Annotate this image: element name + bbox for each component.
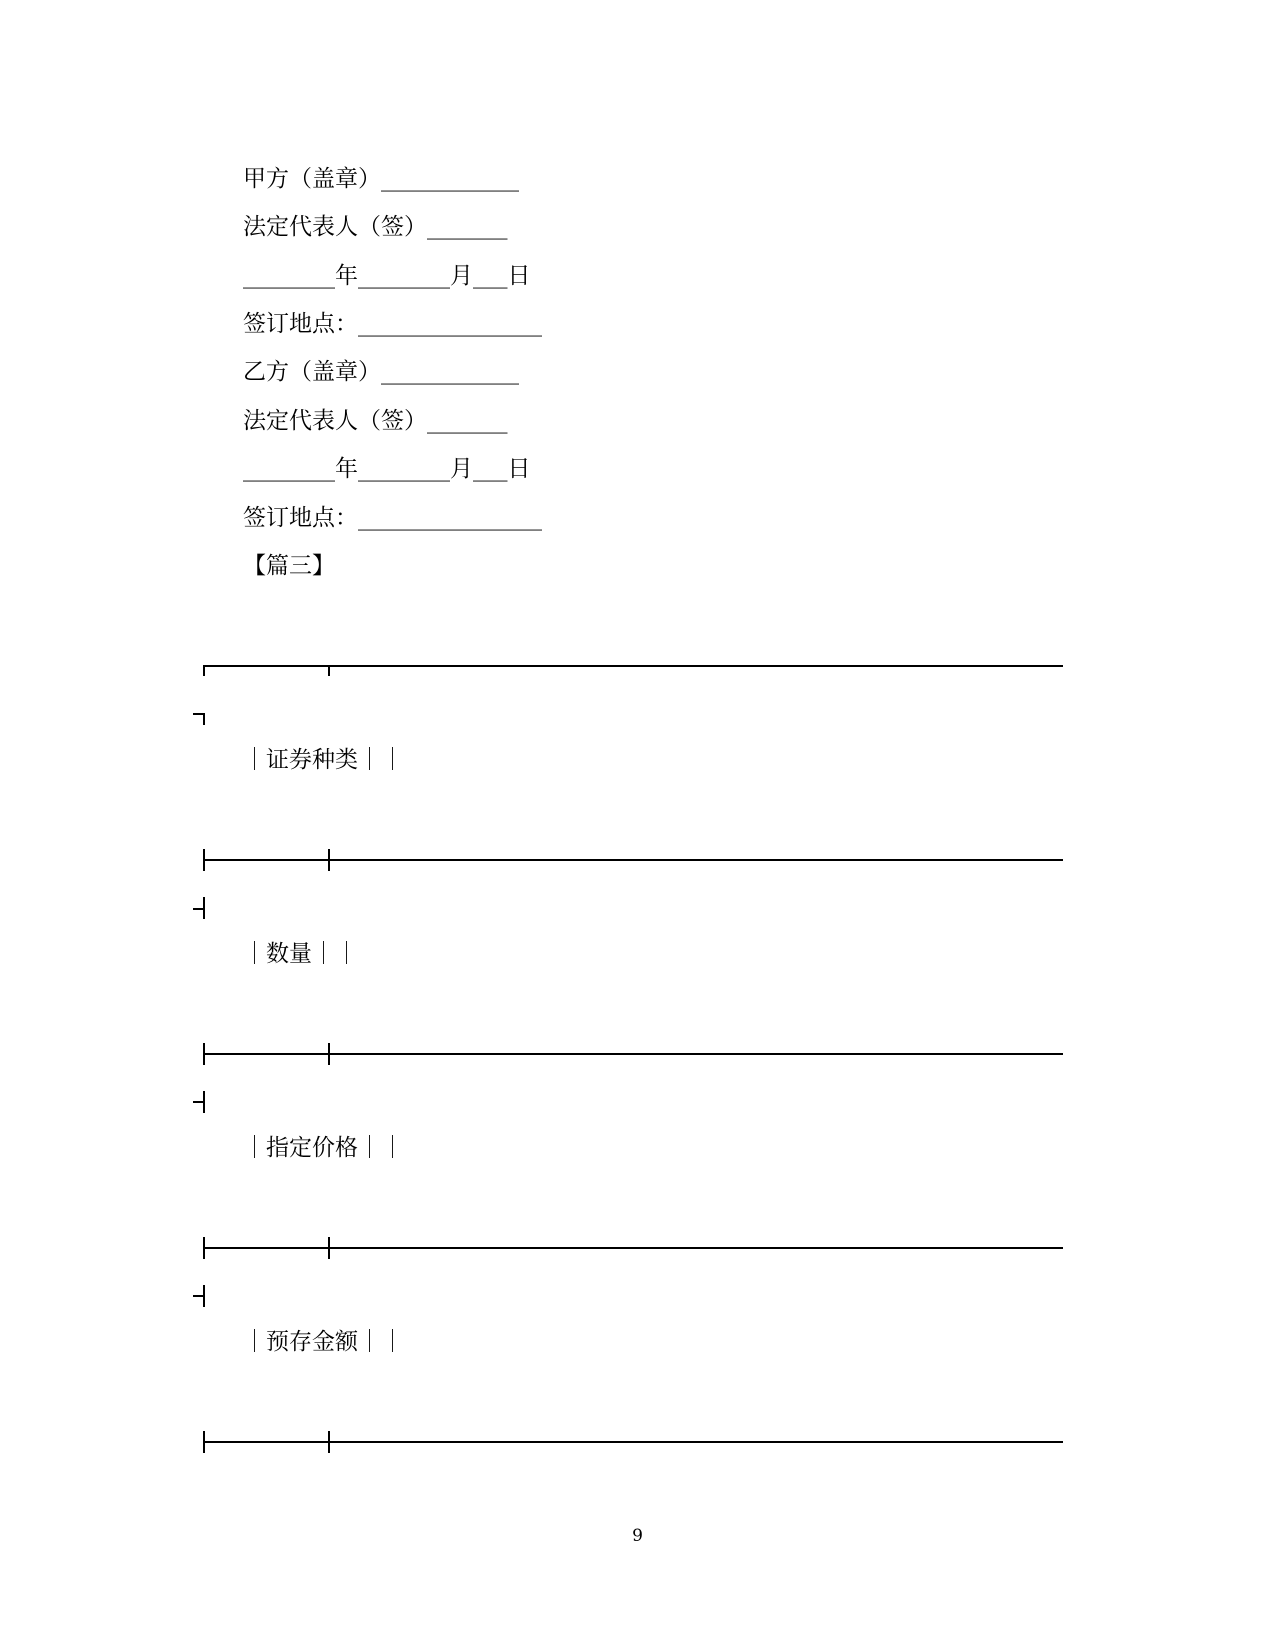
party-b-date-line: ________年________月___日 [243,456,531,482]
party-a-place-line: 签订地点：________________ [243,311,542,337]
table-row-deposit-amount: ｜预存金额｜｜ [243,1329,404,1355]
party-b-place-line: 签订地点：________________ [243,505,542,531]
table-row-securities-type: ｜证券种类｜｜ [243,747,404,773]
party-a-representative-line: 法定代表人（签）_______ [243,214,508,240]
table-row-quantity: ｜数量｜｜ [243,941,358,967]
table-row-designated-price: ｜指定价格｜｜ [243,1135,404,1161]
party-a-date-line: ________年________月___日 [243,263,531,289]
page-number: 9 [632,1526,643,1546]
party-b-seal-line: 乙方（盖章）____________ [243,359,519,385]
party-b-representative-line: 法定代表人（签）_______ [243,408,508,434]
section-heading: 【篇三】 [243,553,335,579]
party-a-seal-line: 甲方（盖章）____________ [243,166,519,192]
